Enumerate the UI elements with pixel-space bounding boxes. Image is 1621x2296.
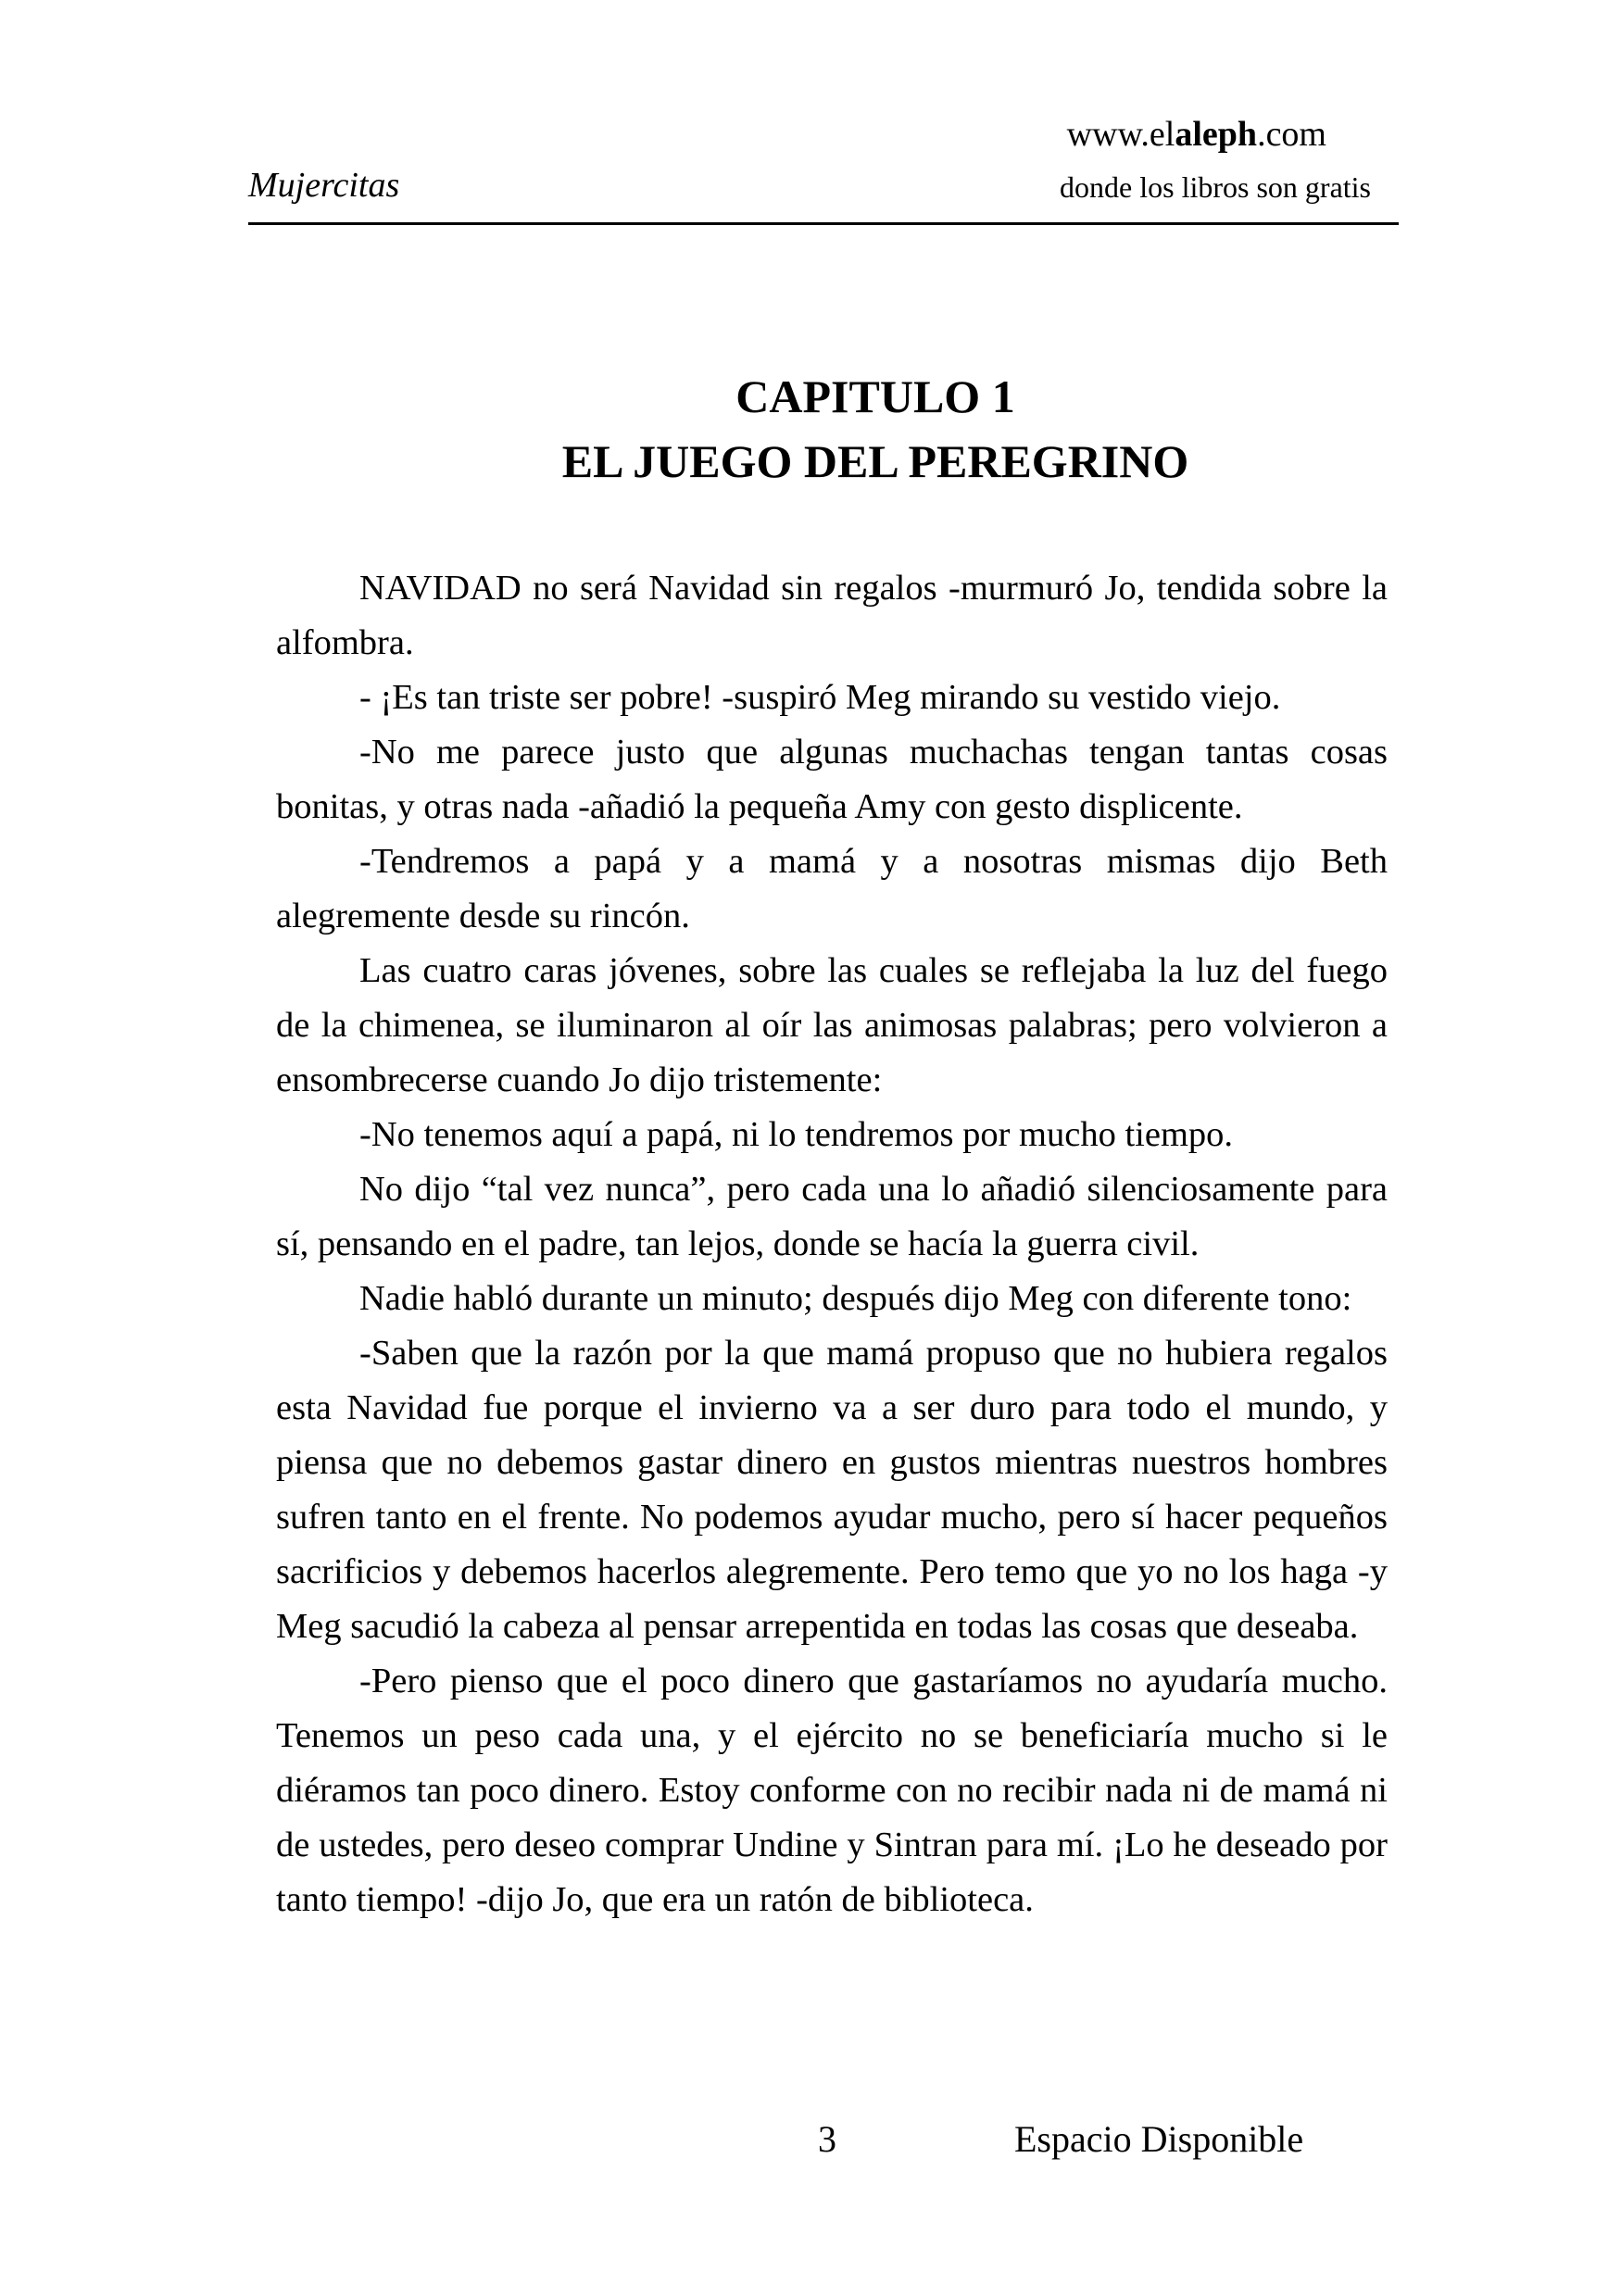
site-url[interactable]: [1067, 111, 1326, 157]
book-title: Mujercitas: [248, 166, 400, 205]
chapter-number: CAPITULO 1: [735, 370, 1015, 422]
paragraph: Las cuatro caras jóvenes, sobre las cuales se reflejaba la luz del fuego de la chimenea, se iluminaron al oír las animosas palabras; pero volvieron a ensombrecerse cuando Jo dijo tristemente:: [276, 951, 1388, 1099]
page-header: [248, 111, 1399, 225]
paragraph: No dijo “tal vez nunca”, pero cada una lo añadió silenciosamente para sí, pensando en el padre, tan lejos, donde se hacía la guerra civil.: [276, 1170, 1388, 1263]
paragraph: -Tendremos a papá y a mamá y a nosotras mismas dijo Beth alegremente desde su rincón.: [276, 842, 1388, 935]
chapter-body: [276, 561, 1388, 1927]
paragraph: -Saben que la razón por la que mamá propuso que no hubiera regalos esta Navidad fue porque el invierno va a ser duro para todo el mundo, y piensa que no debemos gastar dinero en gustos mientras nuestros hombres sufren tanto en el frente. No podemos ayudar mucho, pero sí hacer pequeños sacrificios y debemos hacerlos alegremente. Pero temo que yo no los haga -y Meg sacudió la cabeza al pensar arrepentida en todas las cosas que deseaba.: [276, 1334, 1388, 1646]
site-tagline: donde los libros son gratis: [1060, 170, 1371, 204]
page-number: 3: [818, 2118, 836, 2160]
site-url-suffix: .com: [1257, 115, 1326, 154]
paragraph: -No tenemos aquí a papá, ni lo tendremos por mucho tiempo.: [359, 1115, 1234, 1154]
footer-note: Espacio Disponible: [1014, 2118, 1304, 2160]
paragraph: Nadie habló durante un minuto; después dijo Meg con diferente tono:: [359, 1279, 1352, 1318]
paragraph: NAVIDAD no será Navidad sin regalos -murmuró Jo, tendida sobre la alfombra.: [276, 569, 1388, 662]
site-url-bold: aleph: [1175, 115, 1258, 154]
site-url-prefix: www.el: [1066, 115, 1175, 154]
paragraph: -No me parece justo que algunas muchachas tengan tantas cosas bonitas, y otras nada -añadió la pequeña Amy con gesto displicente.: [276, 733, 1388, 826]
paragraph: - ¡Es tan triste ser pobre! -suspiró Meg mirando su vestido viejo.: [359, 678, 1281, 717]
paragraph: -Pero pienso que el poco dinero que gastaríamos no ayudaría mucho. Tenemos un peso cada una, y el ejército no se beneficiaría mucho si le diéramos tan poco dinero. Estoy conforme con no recibir nada ni de mamá ni de ustedes, pero deseo comprar Undine y Sintran para mí. ¡Lo he deseado por tanto tiempo! -dijo Jo, que era un ratón de biblioteca.: [276, 1662, 1388, 1919]
chapter-title: EL JUEGO DEL PEREGRINO: [561, 435, 1189, 487]
